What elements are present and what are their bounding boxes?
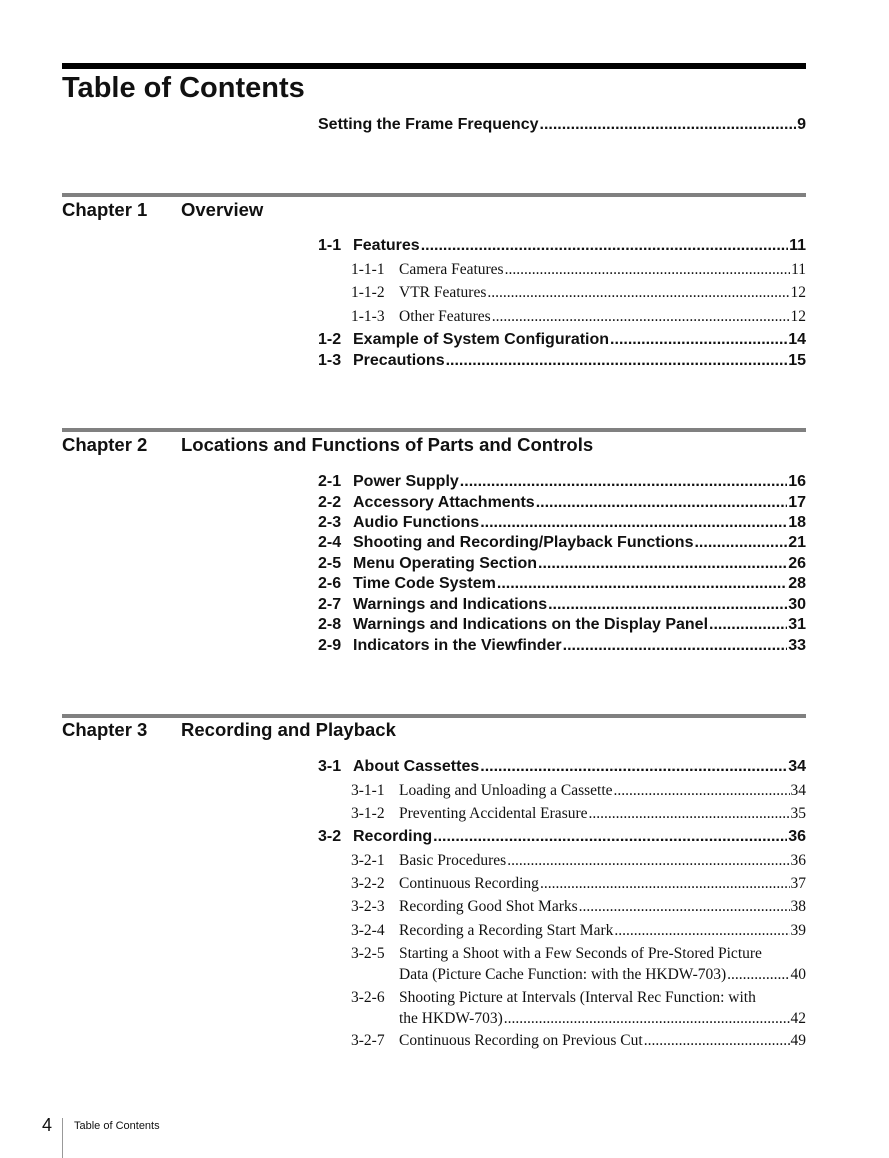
entry-page: 17 xyxy=(788,494,806,511)
chapter-heading xyxy=(62,199,263,221)
entry-page: 36 xyxy=(788,828,806,845)
entry-page: 9 xyxy=(797,116,806,133)
entry-page: 21 xyxy=(788,534,806,551)
chapter-title: Recording and Playback xyxy=(181,719,396,740)
entry-text: Menu Operating Section xyxy=(353,555,538,572)
dot-leader xyxy=(563,636,788,656)
entry-text: Loading and Unloading a Cassette xyxy=(399,782,613,799)
toc-subentry[interactable] xyxy=(351,307,806,327)
entry-number: 1-1-2 xyxy=(351,284,385,301)
entry-text: Continuous Recording on Previous Cut xyxy=(399,1032,643,1049)
entry-page: 31 xyxy=(788,616,806,633)
entry-number: 2-2 xyxy=(318,494,342,511)
dot-leader xyxy=(480,757,787,777)
entry-text: Power Supply xyxy=(353,473,459,490)
entry-text: Recording a Recording Start Mark xyxy=(399,922,614,939)
entry-page: 36 xyxy=(790,852,806,869)
dot-leader xyxy=(480,513,787,533)
dot-leader xyxy=(421,236,788,256)
toc-entry[interactable] xyxy=(318,330,806,350)
entry-page: 18 xyxy=(788,514,806,531)
toc-entry[interactable] xyxy=(318,351,806,371)
dot-leader xyxy=(507,851,789,871)
entry-number: 3-2 xyxy=(318,828,342,845)
entry-number: 1-1 xyxy=(318,237,342,254)
entry-text: Indicators in the Viewfinder xyxy=(353,637,562,654)
entry-number: 3-1-1 xyxy=(351,782,385,799)
toc-subentry[interactable] xyxy=(351,781,806,801)
chapter-rule xyxy=(62,193,806,197)
toc-subentry-multiline[interactable] xyxy=(351,988,806,1029)
entry-number: 2-3 xyxy=(318,514,342,531)
entry-number: 3-2-4 xyxy=(351,922,385,939)
entry-number: 2-1 xyxy=(318,473,342,490)
dot-leader xyxy=(538,554,787,574)
dot-leader xyxy=(644,1031,790,1051)
dot-leader xyxy=(589,804,790,824)
entry-page: 49 xyxy=(790,1032,806,1049)
footer-divider xyxy=(62,1118,63,1158)
entry-number: 3-2-5 xyxy=(351,945,385,962)
chapter-label: Chapter 3 xyxy=(62,719,148,740)
entry-page: 33 xyxy=(788,637,806,654)
toc-subentry[interactable] xyxy=(351,283,806,303)
dot-leader xyxy=(536,493,788,513)
toc-subentry[interactable] xyxy=(351,921,806,941)
entry-page: 37 xyxy=(790,875,806,892)
toc-subentry[interactable] xyxy=(351,804,806,824)
toc-entry[interactable] xyxy=(318,472,806,492)
toc-subentry[interactable] xyxy=(351,1031,806,1051)
entry-text: Basic Procedures xyxy=(399,852,507,869)
entry-line xyxy=(351,988,806,1009)
chapter-title: Locations and Functions of Parts and Controls xyxy=(181,434,594,455)
entry-text: Example of System Configuration xyxy=(353,331,610,348)
entry-page: 38 xyxy=(790,898,806,915)
entry-number: 3-2-1 xyxy=(351,852,385,869)
dot-leader xyxy=(505,260,790,280)
entry-number: 3-2-6 xyxy=(351,989,385,1006)
entry-page: 11 xyxy=(789,237,806,254)
entry-page: 14 xyxy=(788,331,806,348)
chapter-rule xyxy=(62,714,806,718)
dot-leader xyxy=(694,533,787,553)
entry-page: 16 xyxy=(788,473,806,490)
entry-text: Recording Good Shot Marks xyxy=(399,898,578,915)
entry-number: 3-2-3 xyxy=(351,898,385,915)
entry-text: Shooting Picture at Intervals (Interval Rec Function: with xyxy=(399,989,756,1006)
page-number: 4 xyxy=(42,1115,53,1135)
toc-entry[interactable] xyxy=(318,827,806,847)
entry-number: 3-1-2 xyxy=(351,805,385,822)
toc-subentry-multiline[interactable] xyxy=(351,944,806,985)
chapter-heading xyxy=(62,434,593,456)
entry-number: 1-1-1 xyxy=(351,261,385,278)
entry-number: 1-3 xyxy=(318,352,342,369)
entry-text: Precautions xyxy=(353,352,445,369)
toc-entry[interactable] xyxy=(318,236,806,256)
toc-subentry[interactable] xyxy=(351,874,806,894)
toc-entry-frame-frequency[interactable] xyxy=(318,115,806,135)
dot-leader xyxy=(497,574,787,594)
dot-leader xyxy=(487,283,789,303)
entry-text: Recording xyxy=(353,828,433,845)
entry-page: 30 xyxy=(788,596,806,613)
entry-number: 2-7 xyxy=(318,596,342,613)
entry-text: Other Features xyxy=(399,308,491,325)
entry-number: 3-2-7 xyxy=(351,1032,385,1049)
entry-text: Shooting and Recording/Playback Functions xyxy=(353,534,694,551)
entry-number: 1-1-3 xyxy=(351,308,385,325)
entry-page: 28 xyxy=(788,575,806,592)
entry-text: Time Code System xyxy=(353,575,496,592)
dot-leader xyxy=(446,351,788,371)
toc-entry[interactable] xyxy=(318,757,806,777)
toc-subentry[interactable] xyxy=(351,260,806,280)
dot-leader xyxy=(540,874,790,894)
chapter-label: Chapter 2 xyxy=(62,434,148,455)
entry-page: 42 xyxy=(790,1009,806,1027)
footer-label: Table of Contents xyxy=(74,1120,160,1132)
dot-leader xyxy=(727,965,789,986)
entry-page: 11 xyxy=(791,261,806,278)
toc-subentry[interactable] xyxy=(351,897,806,917)
entry-text: Continuous Recording xyxy=(399,875,539,892)
page-title: Table of Contents xyxy=(62,72,305,104)
chapter-heading xyxy=(62,719,396,741)
entry-page: 35 xyxy=(790,805,806,822)
entry-text: Camera Features xyxy=(399,261,504,278)
dot-leader xyxy=(610,330,787,350)
entry-line xyxy=(351,965,806,986)
toc-entry[interactable] xyxy=(318,574,806,594)
entry-page: 12 xyxy=(790,284,806,301)
entry-text: Audio Functions xyxy=(353,514,480,531)
entry-text-continued: the HKDW-703) xyxy=(399,1009,503,1027)
toc-entry[interactable] xyxy=(318,636,806,656)
chapter-label: Chapter 1 xyxy=(62,199,148,220)
entry-text-continued: Data (Picture Cache Function: with the HKDW-703) xyxy=(399,965,727,983)
dot-leader xyxy=(504,1009,790,1030)
toc-entry[interactable] xyxy=(318,493,806,513)
chapter-rule xyxy=(62,428,806,432)
chapter-title: Overview xyxy=(181,199,264,220)
entry-page: 12 xyxy=(790,308,806,325)
entry-text: Starting a Shoot with a Few Seconds of Pre-Stored Picture xyxy=(399,945,762,962)
dot-leader xyxy=(709,615,787,635)
toc-entry[interactable] xyxy=(318,554,806,574)
dot-leader xyxy=(614,921,789,941)
entry-page: 39 xyxy=(790,922,806,939)
entry-number: 2-4 xyxy=(318,534,342,551)
entry-number: 2-9 xyxy=(318,637,342,654)
entry-page: 34 xyxy=(790,782,806,799)
toc-entry[interactable] xyxy=(318,595,806,615)
entry-text: Features xyxy=(353,237,420,254)
entry-number: 3-2-2 xyxy=(351,875,385,892)
entry-text: Warnings and Indications on the Display Panel xyxy=(353,616,709,633)
entry-page: 34 xyxy=(788,758,806,775)
entry-text: Setting the Frame Frequency xyxy=(318,116,539,133)
dot-leader xyxy=(492,307,790,327)
entry-line xyxy=(351,944,806,965)
dot-leader xyxy=(540,115,797,135)
entry-text: Accessory Attachments xyxy=(353,494,535,511)
dot-leader xyxy=(460,472,787,492)
entry-text: VTR Features xyxy=(399,284,487,301)
entry-text: Preventing Accidental Erasure xyxy=(399,805,588,822)
dot-leader xyxy=(433,827,787,847)
entry-number: 2-8 xyxy=(318,616,342,633)
entry-page: 26 xyxy=(788,555,806,572)
entry-number: 2-6 xyxy=(318,575,342,592)
toc-subentry[interactable] xyxy=(351,851,806,871)
toc-entry[interactable] xyxy=(318,615,806,635)
toc-entry[interactable] xyxy=(318,533,806,553)
entry-line xyxy=(351,1009,806,1030)
entry-number: 2-5 xyxy=(318,555,342,572)
title-rule xyxy=(62,63,806,69)
entry-page: 15 xyxy=(788,352,806,369)
entry-text: About Cassettes xyxy=(353,758,480,775)
entry-text: Warnings and Indications xyxy=(353,596,548,613)
dot-leader xyxy=(579,897,790,917)
entry-number: 1-2 xyxy=(318,331,342,348)
dot-leader xyxy=(548,595,787,615)
entry-page: 40 xyxy=(790,965,806,983)
toc-entry[interactable] xyxy=(318,513,806,533)
dot-leader xyxy=(614,781,790,801)
entry-number: 3-1 xyxy=(318,758,342,775)
